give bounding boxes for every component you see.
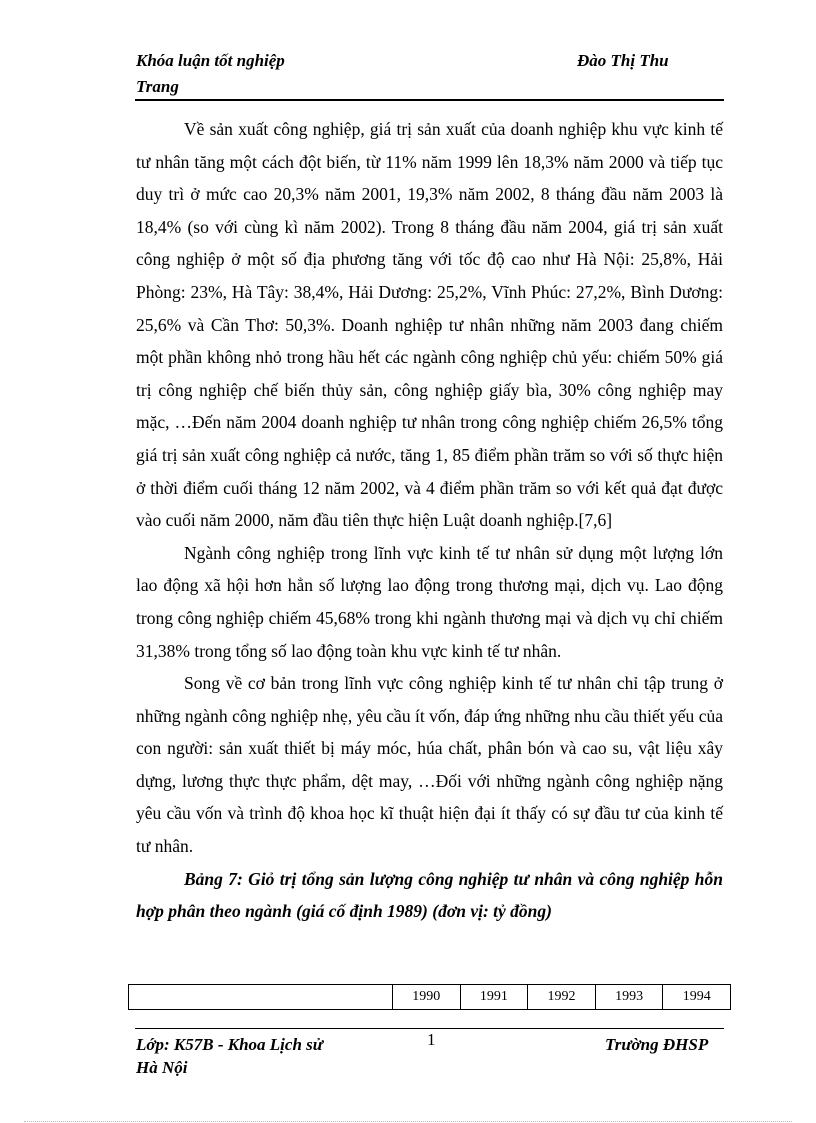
industry-output-table — [128, 984, 731, 1010]
footer-school: Trường ĐHSP — [605, 1035, 709, 1054]
header-title-line2: Trang — [136, 77, 179, 96]
page-bottom-border — [24, 1121, 792, 1122]
year-cell: 1993 — [595, 985, 663, 1010]
table-corner-cell — [129, 985, 393, 1010]
page-number: 1 — [427, 1030, 436, 1049]
header-title-line1: Khóa luận tốt nghiệp — [136, 51, 285, 70]
paragraph-industry-output: Về sản xuất công nghiệp, giá trị sản xuất của doanh nghiệp khu vực kinh tế tư nhân tăng một cách đột biến, từ 11% năm 1999 lên 18,3% năm 2000 và tiếp tục duy trì ở mức cao 20,3% năm 2001, 19,3% năm 2002, 8 tháng đầu năm 2003 là 18,4% (so với cùng kì năm 2002). Trong 8 tháng đầu năm 2004, giá trị sản xuất công nghiệp ở một số địa phương tăng với tốc độ cao như Hà Nội: 25,8%, Hải Phòng: 23%, Hà Tây: 38,4%, Hải Dương: 25,2%, Vĩnh Phúc: 27,2%, Bình Dương: 25,6% và Cần Thơ: 50,3%. Doanh nghiệp tư nhân những năm 2003 đang chiếm một phần không nhỏ trong hầu hết các ngành công nghiệp chủ yếu: chiếm 50% giá trị công nghiệp chế biến thủy sản, công nghiệp giấy bìa, 30% công nghiệp may mặc, …Đến năm 2004 doanh nghiệp tư nhân trong công nghiệp chiếm 26,5% tổng giá trị sản xuất công nghiệp cả nước, tăng 1, 85 điểm phần trăm so với số thực hiện ở thời điểm cuối tháng 12 năm 2002, và 4 điểm phần trăm so với kết quả đạt được vào cuối năm 2000, năm đầu tiên thực hiện Luật doanh nghiệp.[7,6] — [136, 119, 723, 531]
paragraph-light-industry: Song về cơ bản trong lĩnh vực công nghiệp kinh tế tư nhân chỉ tập trung ở những ngành công nghiệp nhẹ, yêu cầu ít vốn, đáp ứng những nhu cầu thiết yếu của con người: sản xuất thiết bị máy móc, húa chất, phân bón và cao su, vật liệu xây dựng, lương thực thực phẩm, dệt may, …Đối với những ngành công nghiệp nặng yêu cầu vốn và trình độ khoa học kĩ thuật hiện đại ít thấy có sự đầu tư của kinh tế tư nhân. — [136, 673, 723, 857]
footer-class-line1: Lớp: K57B - Khoa Lịch sử — [136, 1035, 323, 1054]
paragraph-labor: Ngành công nghiệp trong lĩnh vực kinh tế tư nhân sử dụng một lượng lớn lao động xã hội hơn hẳn số lượng lao động trong thương mại, dịch vụ. Lao động trong công nghiệp chiếm 45,68% trong khi ngành thương mại và dịch vụ chỉ chiếm 31,38% trong tổng số lao động toàn khu vực kinh tế tư nhân. — [136, 542, 723, 661]
year-cell: 1992 — [528, 985, 596, 1010]
year-cell: 1994 — [663, 985, 731, 1010]
page-header-title — [136, 48, 285, 100]
year-cell: 1991 — [460, 985, 528, 1010]
header-author: Đào Thị Thu — [577, 51, 669, 70]
footer-class-line2: Hà Nội — [136, 1058, 188, 1077]
footer-divider — [135, 1028, 724, 1029]
header-divider — [135, 99, 724, 101]
year-cell: 1990 — [393, 985, 461, 1010]
footer-class — [136, 1033, 323, 1079]
table-header-row — [129, 985, 731, 1010]
table-caption: Bảng 7: Giỏ trị tổng sản lượng công nghiệp tư nhân và công nghiệp hỗn hợp phân theo ngành (giá cố định 1989) (đơn vị: tỷ đồng) — [136, 868, 723, 922]
document-body — [136, 113, 723, 928]
